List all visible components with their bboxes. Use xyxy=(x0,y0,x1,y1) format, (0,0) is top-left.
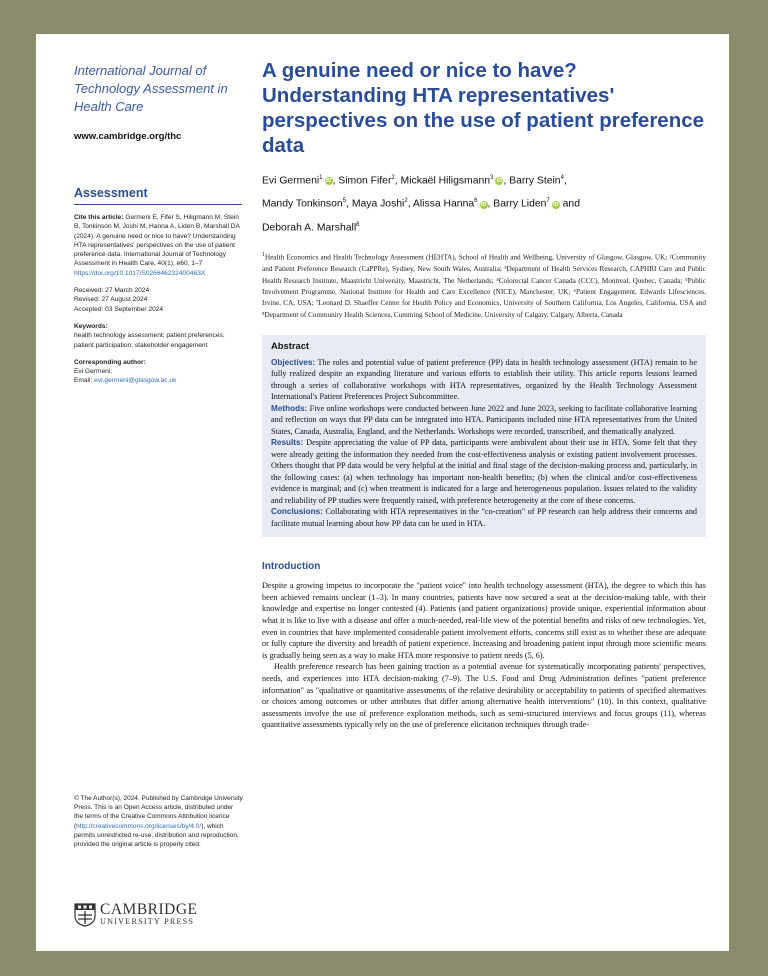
author-name[interactable]: Alissa Hanna xyxy=(412,198,475,210)
article-title: A genuine need or nice to have? Understanding HTA representatives' perspectives on the use of patient preference data xyxy=(262,59,705,157)
email-link[interactable]: evi.germeni@glasgow.ac.uk xyxy=(94,377,177,385)
paragraph: Despite a growing impetus to incorporate the "patient voice" into health technology assessment (HTA), the degree to which this has been achieved remains unclear (1–3). In many countries, patients have now secured a seat at the decision-making table, with their knowledge and expertise no longer contested (4). Patients (and patient organizations) provide unique, experiential information about what it is like to live with a disease and offer a much-needed, real-life view of the potential benefits and risks of new technologies. Yet, even in countries that have implemented considerable patient involvement efforts, concerns still exist as to whether these are adequate or fully capture the diversity and breadth of patient experience. Increasing and broadening patient input through more scientific means is gradually being seen as a way to make HTA more responsive to patient needs (5, 6). xyxy=(262,581,706,660)
author-name[interactable]: Mickaël Hiligsmann xyxy=(400,175,491,187)
main-column xyxy=(262,58,706,731)
abstract-title: Abstract xyxy=(271,340,310,352)
journal-name: International Journal of Technology Assessment in Health Care xyxy=(74,63,228,114)
section-label: Assessment xyxy=(74,186,148,200)
abstract-results: Results: Despite appreciating the value of PP data, participants were ambivalent about their use in HTA. Some felt that they were already getting the information they needed from the cost-effectiveness analysis or existing patient involvement processes. Others thought that PP data would be very helpful at the initial and final stage of the decision-making process and, particularly, in the following cases: (a) when technology has important non-health benefits; (b) when the clinical and/or cost-effectiveness evidence is marginal; and (c) when treatment is indicated for a large and heterogeneous population. Issues related to the validity and reliability of PP studies were frequently raised, with preference heterogeneity at the core of these concerns. xyxy=(271,438,698,505)
license-link[interactable]: http://creativecommons.org/licenses/by/4.0/ xyxy=(76,822,202,830)
orcid-icon[interactable]: iD xyxy=(553,201,559,208)
author-name[interactable]: Barry Stein xyxy=(509,175,561,187)
abstract-objectives: Objectives: The roles and potential value of patient preference (PP) data in health technology assessment (HTA) remain to be fully realized despite an expanding literature and various efforts to establish their utility. This article reports lessons learned through a series of collaborative workshops with HTA representatives, organized by the Health Technology Assessment International's Patient Preferences Project Subcommittee. xyxy=(271,357,697,402)
corresponding-author: Corresponding author: Evi Germeni; Email: evi.germeni@glasgow.ac.uk xyxy=(74,358,177,385)
author-list: Evi Germeni$^1$iD, Simon Fifer$^2$, Mickaël Hiligsmann$^3$iD, Barry Stein$^4$, Mandy Tonkinson$^5$, Maya Joshi$^2$, Alissa Hanna$^6$iD, Barry Liden$^7$iD and Deborah A. Marshall$^8$ xyxy=(262,175,580,234)
orcid-icon[interactable]: iD xyxy=(325,178,332,185)
introduction-body xyxy=(262,580,706,731)
abstract-methods: Methods: Five online workshops were conducted between June 2022 and June 2023, seeking to facilitate collaborative learning and reflection on ways that PP data can be integrated into HTA. Participants included nine HTA representatives from the United States, Canada, Australia, England, and the Netherlands. Workshops were recorded, transcribed, and thematically analyzed. xyxy=(271,403,698,436)
left-sidebar xyxy=(74,62,242,386)
author-name[interactable]: Evi Germeni xyxy=(262,175,320,187)
orcid-icon[interactable]: iD xyxy=(496,178,503,185)
doi-link[interactable]: https://doi.org/10.1017/S026646232400463X xyxy=(74,269,206,277)
keywords: Keywords: health technology assessment; patient preferences; patient participation; stakeholder engagement xyxy=(74,322,225,349)
publisher-name: CAMBRIDGE xyxy=(100,901,198,918)
paragraph: Health preference research has been gaining traction as a potential avenue for systematically incorporating patients' perspectives, needs, and experiences into HTA decision-making (7–9). The U.S. Food and Drug Administration defines "patient preference information" as "qualitative or quantitative assessments of the relative desirability or acceptability to patients of specified alternatives or choices among outcomes or other attributes that differ among alternative health interventions" (10). In this context, qualitative assessments involve the use of preference exploration methods, such as semi-structured interviews and focus groups (11), whereas quantitative assessments typically rely on the use of preference elicitation techniques through trade- xyxy=(262,662,706,730)
author-name[interactable]: Deborah A. Marshall xyxy=(262,222,357,234)
orcid-icon[interactable]: iD xyxy=(480,201,487,208)
article-page xyxy=(36,34,729,951)
affiliations: $^1$Health Economics and Health Technology Assessment (HEHTA), School of Health and Wellbeing, University of Glasgow, Glasgow, UK; ²Community and Patient Preference Research (CaPPRe), Sydney, New South Wales, Australia; ³Department of Health Services Research, CAPHRI Care and Public Health Research Institute, Maastricht University, Maastricht, The Netherlands; ⁴Colorectal Cancer Canada (CCC), Montreal, Quebec, Canada; ⁵Public Involvement Programme, National Institute for Health and Care Excellence (NICE), Manchester, UK; ⁶Patient Engagement, Edwards Lifesciences, Irvine, CA, USA; ⁷Leonard D. Shaeffer Center for Health Policy and Economics, University of Southern California, Los Angeles, California, USA and ⁸Department of Community Health Sciences, Cumming School of Medicine, University of Calgary, Calgary, Alberta, Canada xyxy=(262,252,706,319)
author-name[interactable]: Maya Joshi xyxy=(351,198,405,210)
abstract-conclusions: Conclusions: Collaborating with HTA representatives in the "co-creation" of PP research can help address their concerns and facilitate mutual learning about how PP data can be used in HTA. xyxy=(271,507,698,528)
author-name[interactable]: Barry Liden xyxy=(493,198,547,210)
article-dates: Received: 27 March 2024 Revised: 27 August 2024 Accepted: 03 September 2024 xyxy=(74,287,164,313)
publisher-logo xyxy=(74,902,198,927)
publisher-subname: UNIVERSITY PRESS xyxy=(100,917,195,926)
citation: Cite this article: Germeni E, Fifer S, Hiligmann M, Stein B, Tonkinson M, Joshi M, Hanna A, Liden B, Marshall DA (2024). A genuine need or nice to have? Understanding HTA representatives' perspectives on the use of patient preference data. International Journal of Technology Assessment in Health Care, 40(1), e60, 1–7 https://doi.org/10.1017/S026646232400463X xyxy=(74,214,240,277)
section-divider xyxy=(74,204,242,205)
introduction-heading: Introduction xyxy=(262,561,321,573)
abstract-box xyxy=(262,335,706,537)
cambridge-shield-icon xyxy=(74,903,96,927)
copyright-notice: © The Author(s), 2024. Published by Cambridge University Press. This is an Open Access article, distributed under the terms of the Creative Commons Attribution licence (http://creativecommons.org/licenses/by/4.0/), which permits unrestricted re-use, distribution and reproduction, provided the original article is properly cited. xyxy=(74,795,243,849)
author-name[interactable]: Mandy Tonkinson xyxy=(262,198,343,210)
journal-website[interactable]: www.cambridge.org/thc xyxy=(74,131,182,142)
author-name[interactable]: Simon Fifer xyxy=(338,175,392,187)
